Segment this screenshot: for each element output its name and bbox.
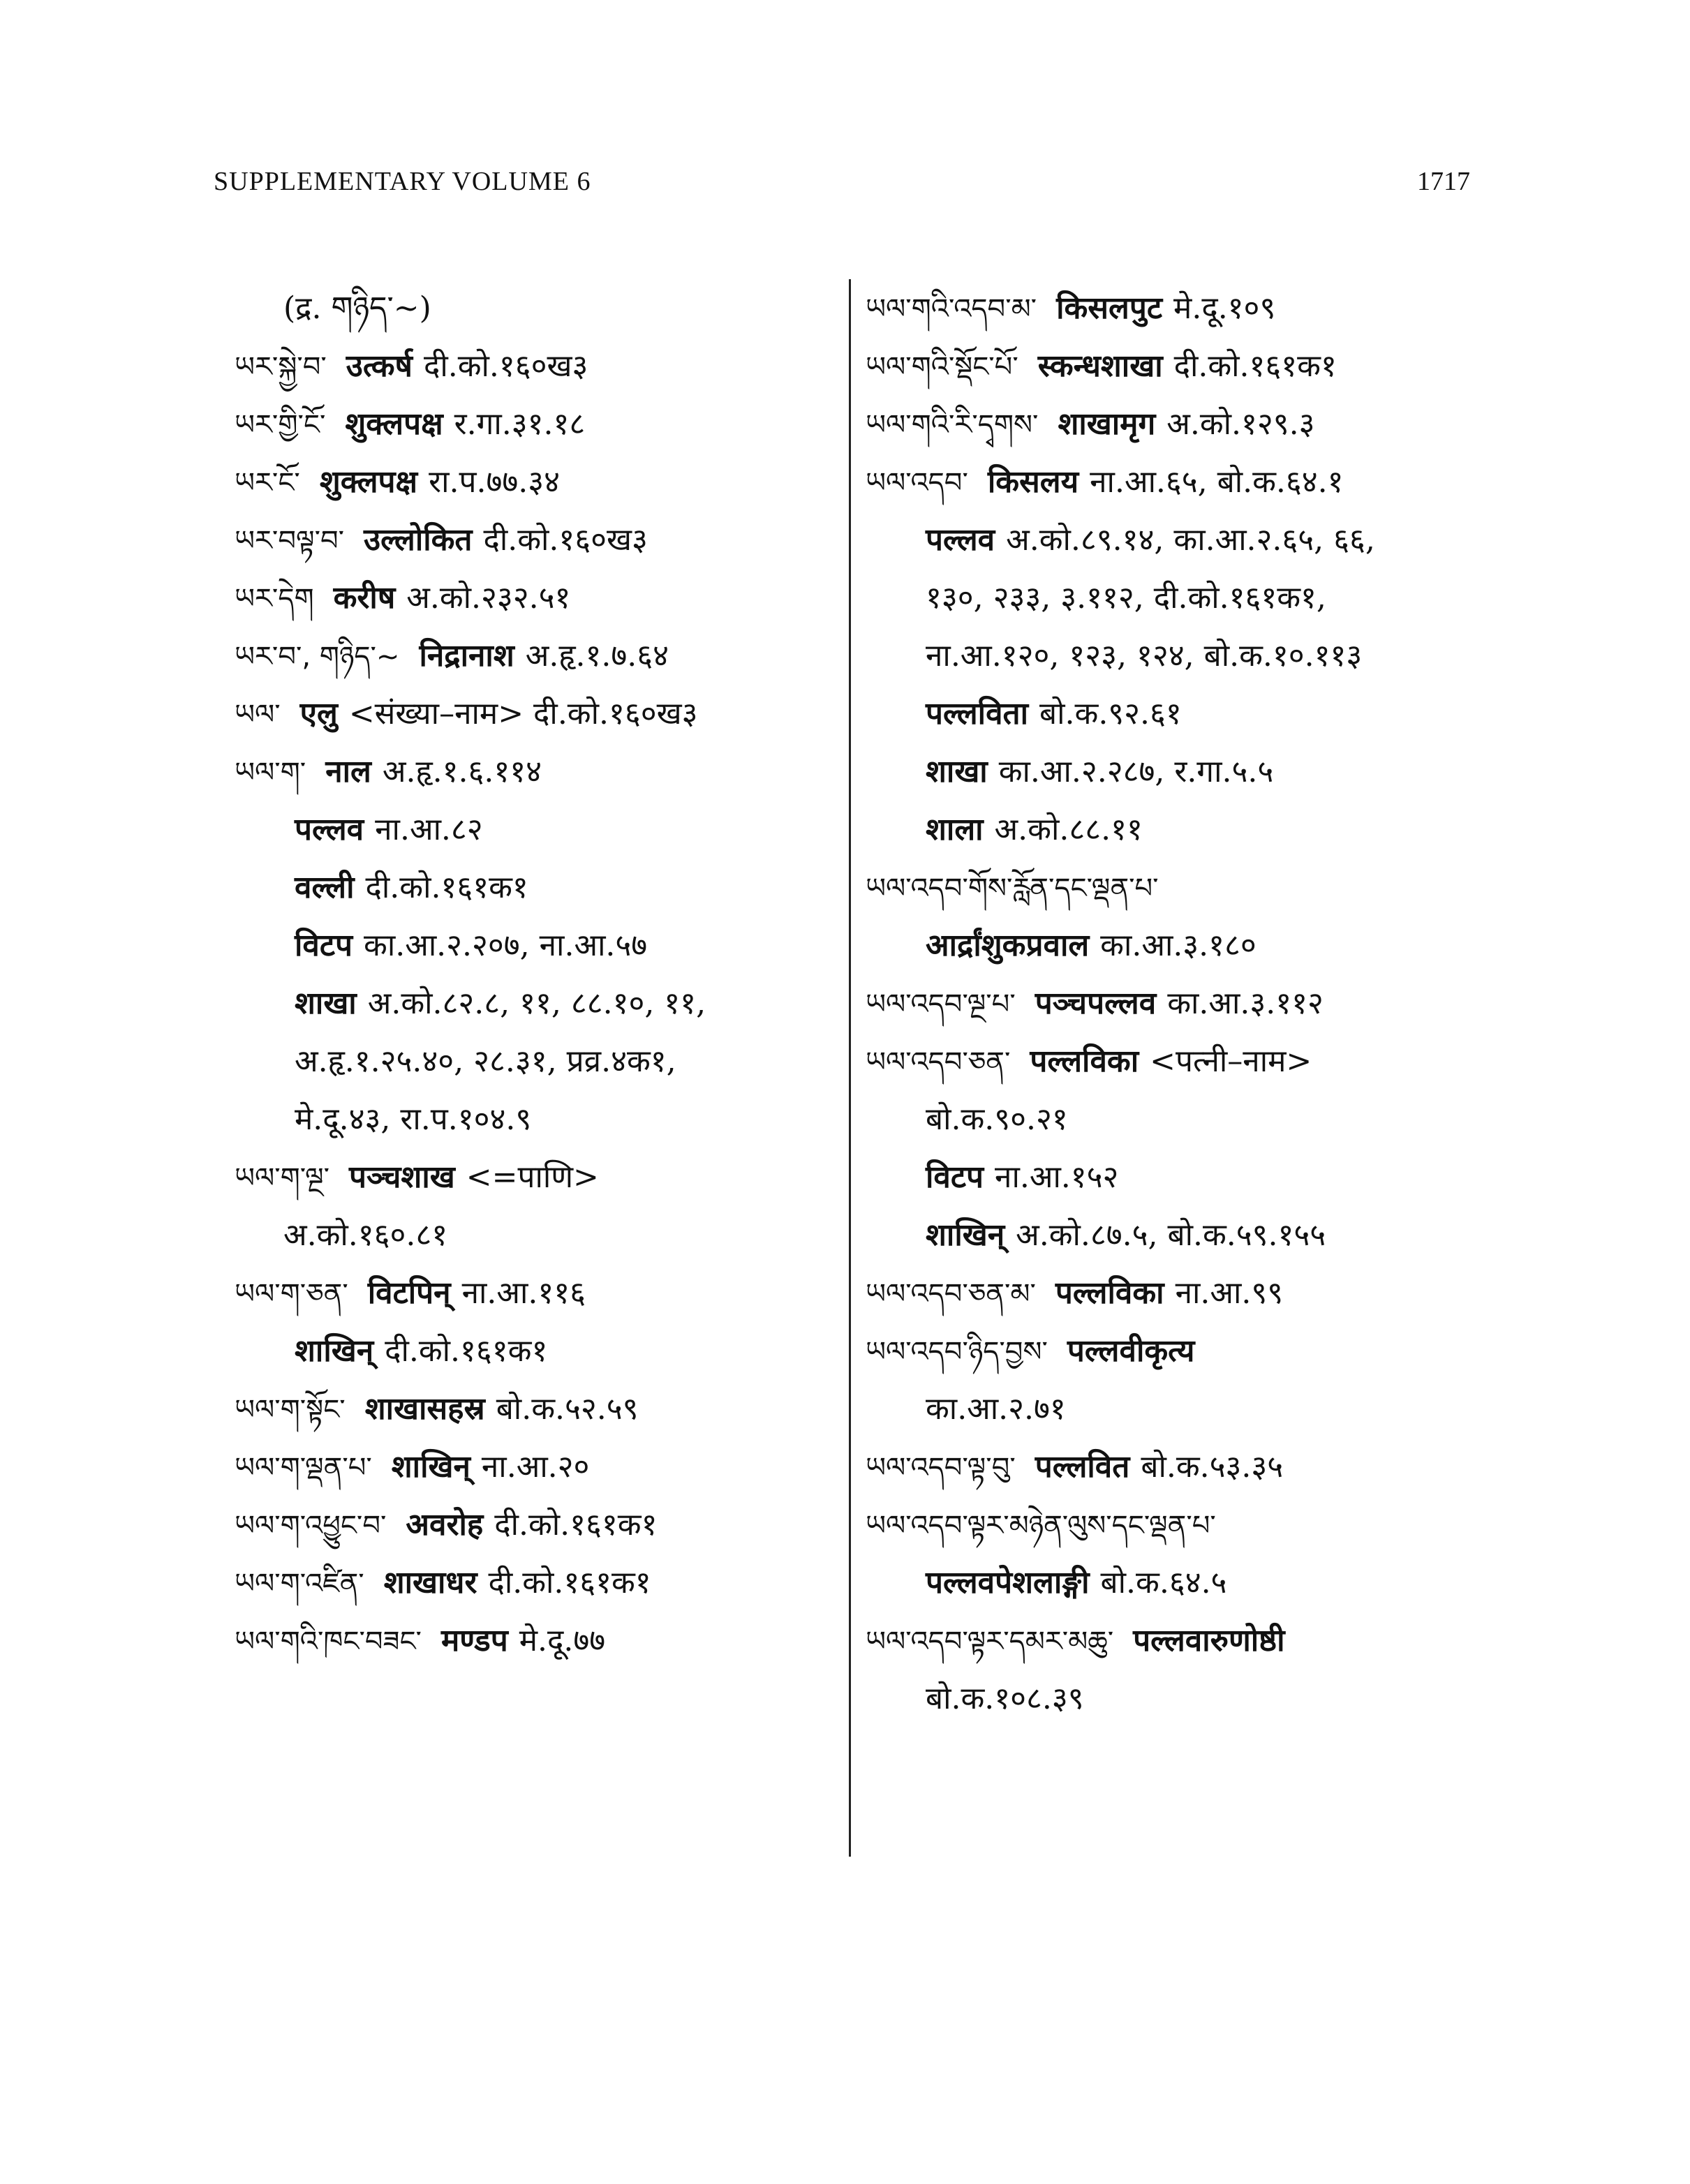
dictionary-entry (866, 1438, 1480, 1496)
page-header (214, 166, 1470, 215)
tibetan-headword: ཡལ་ག་ལྡན་པ་ (235, 1452, 372, 1484)
sanskrit-equivalent: एलु (299, 696, 338, 731)
source-reference: ना.आ.६५, बो.क.६४.१ (1090, 464, 1344, 500)
sanskrit-equivalent: किसलपुट (1056, 290, 1163, 326)
dictionary-entry (866, 974, 1480, 1032)
dictionary-entry (235, 743, 835, 801)
sanskrit-equivalent: विटपिन् (367, 1275, 451, 1311)
tibetan-headword: ཡལ་འདབ་ལྔ་པ་ (866, 988, 1016, 1020)
dictionary-entry (235, 1612, 835, 1670)
tibetan-headword: ཡལ་གའི་ཁང་བཟང་ (235, 1626, 422, 1658)
tibetan-headword: ཡལ་འདབ་ (866, 467, 968, 499)
source-reference: ना.आ.११६ (461, 1275, 586, 1311)
sanskrit-equivalent: नाल (325, 754, 371, 789)
sanskrit-equivalent: विटप (926, 1159, 984, 1195)
tibetan-headword: ཡལ་འདབ་ལྟ་བུ་ (866, 1452, 1016, 1484)
tibetan-headword: ཡར་བལྟ་བ་ (235, 525, 345, 557)
tibetan-headword: ཡལ་ག་ཅན་ (235, 1278, 348, 1310)
source-reference: मे.दू.१०९ (1173, 290, 1276, 326)
sanskrit-equivalent: विटप (295, 928, 353, 963)
sanskrit-equivalent: शाखिन् (391, 1449, 470, 1485)
sanskrit-equivalent: निद्रानाश (419, 638, 514, 674)
source-reference: दी.को.१६०ख३ (423, 348, 588, 384)
sanskrit-equivalent: करीष (333, 580, 396, 616)
tibetan-headword: ཡར་དེག (235, 583, 314, 615)
sanskrit-equivalent: पल्लव (295, 812, 364, 847)
tibetan-headword: ཡལ་འདབ་ཅན་མ་ (866, 1278, 1036, 1310)
source-reference: मे.दू.४३, रा.प.१०४.९ (295, 1101, 532, 1137)
sanskrit-equivalent: शाखिन् (295, 1333, 374, 1369)
source-reference: रा.प.७७.३४ (429, 464, 560, 500)
sub-entry (235, 801, 835, 859)
sub-entry (866, 801, 1480, 859)
sanskrit-equivalent: उत्कर्ष (346, 348, 413, 384)
sanskrit-equivalent: शाखा (295, 986, 357, 1021)
source-reference: मे.दू.७७ (519, 1623, 606, 1658)
column-divider (849, 279, 851, 1857)
tibetan-headword: ཡལ་ག་སྟོང་ (235, 1394, 346, 1426)
dictionary-entry (235, 511, 835, 569)
tibetan-headword: ཡལ་ག་འཛིན་ (235, 1568, 364, 1600)
dictionary-entry (235, 1496, 835, 1554)
source-reference: का.आ.२.७१ (926, 1391, 1066, 1427)
tibetan-headword: ཡར་སྐྱེ་བ་ (235, 351, 327, 383)
cross-reference-note (235, 279, 835, 337)
dictionary-entry (866, 395, 1480, 453)
sanskrit-equivalent: शाखा (926, 754, 988, 789)
tibetan-headword: ཡལ་ག་འཕྱུང་བ་ (235, 1510, 387, 1542)
left-column (235, 279, 835, 1670)
reference-continuation (866, 569, 1480, 627)
dictionary-entry (866, 337, 1480, 395)
sanskrit-equivalent: शाखिन् (926, 1217, 1005, 1253)
tibetan-headword: ཡལ་གའི་འདབ་མ་ (866, 293, 1037, 325)
tibetan-headword: ཡར་གྱི་ངོ་ (235, 409, 326, 441)
source-reference: अ.को.८७.५, बो.क.५९.१५५ (1016, 1217, 1326, 1253)
sanskrit-equivalent: पल्लवित (1035, 1449, 1130, 1485)
sanskrit-equivalent: शाखामृग (1058, 406, 1156, 442)
tibetan-headword: ཡལ་འདབ་ལྟར་དམར་མཆུ་ (866, 1626, 1114, 1658)
source-reference: बो.क.५२.५९ (496, 1391, 639, 1427)
right-column (866, 279, 1480, 1728)
note-text: (द्र. གཉིད་~) (283, 290, 431, 326)
tibetan-headword: ཡར་བ་, གཉིད་~ (235, 641, 400, 673)
tibetan-headword: ཡལ་འདབ་ལྟར་མཉེན་ལུས་དང་ལྡན་པ་ (866, 1510, 1216, 1542)
source-reference: अ.हृ.१.७.६४ (525, 638, 669, 674)
dictionary-entry (866, 279, 1480, 337)
source-reference: ना.आ.२० (481, 1449, 590, 1485)
source-reference: र.गा.३१.१८ (454, 406, 586, 442)
sub-entry (866, 1206, 1480, 1264)
source-reference: दी.को.१६०ख३ (483, 522, 648, 558)
source-reference: बो.क.९०.२१ (926, 1101, 1068, 1137)
reference-continuation (235, 1032, 835, 1090)
reference-continuation (866, 627, 1480, 685)
sanskrit-equivalent: किसलय (987, 464, 1079, 500)
dictionary-entry (235, 685, 835, 743)
source-reference: का.आ.२.२०७, ना.आ.५७ (364, 928, 648, 963)
tibetan-headword: ཡལ་ག་ (235, 757, 306, 789)
tibetan-headword: ཡལ་འདབ་ཅན་ (866, 1046, 1011, 1078)
sub-entry (866, 511, 1480, 569)
dictionary-entry (235, 1264, 835, 1322)
source-reference: ना.आ.८२ (375, 812, 483, 847)
sanskrit-equivalent: स्कन्धशाखा (1037, 348, 1163, 384)
sanskrit-equivalent: उल्लोकित (364, 522, 473, 558)
dictionary-entry (866, 453, 1480, 511)
sub-entry (866, 1554, 1480, 1612)
sub-entry (235, 859, 835, 916)
sub-entry (235, 1322, 835, 1380)
source-reference: दी.को.१६१क१ (385, 1333, 548, 1369)
source-reference: दी.को.१६१क१ (365, 870, 528, 905)
source-reference: का.आ.३.११२ (1167, 986, 1324, 1021)
source-reference: का.आ.३.१८० (1100, 928, 1257, 963)
source-reference: १३०, २३३, ३.११२, दी.को.१६१क१, (926, 580, 1326, 616)
sanskrit-equivalent: आर्द्रांशुकप्रवाल (926, 928, 1090, 963)
sanskrit-equivalent: शाला (926, 812, 984, 847)
dictionary-entry (235, 1380, 835, 1438)
dictionary-entry (866, 1032, 1480, 1090)
source-reference: ना.आ.१२०, १२३, १२४, बो.क.१०.११३ (926, 638, 1363, 674)
dictionary-entry (866, 1264, 1480, 1322)
dictionary-entry (866, 1612, 1480, 1670)
source-reference: अ.को.८९.१४, का.आ.२.६५, ६६, (1006, 522, 1375, 558)
sub-entry (866, 685, 1480, 743)
sanskrit-equivalent: शुक्लपक्ष (345, 406, 443, 442)
dictionary-entry (866, 1322, 1480, 1380)
dictionary-entry (235, 1148, 835, 1206)
sanskrit-equivalent: पल्लवपेशलाङ्गी (926, 1565, 1090, 1600)
tibetan-headword: ཡལ་གའི་སྡོང་པོ་ (866, 351, 1018, 383)
dictionary-entry (866, 859, 1480, 916)
sanskrit-equivalent: पल्लविता (926, 696, 1029, 731)
sanskrit-equivalent: वल्ली (295, 870, 355, 905)
tibetan-headword: ཡལ་ག་ལྔ་ (235, 1162, 330, 1194)
source-reference: अ.को.२३२.५१ (406, 580, 571, 616)
source-reference: अ.को.८८.११ (994, 812, 1143, 847)
sanskrit-equivalent: अवरोह (406, 1507, 484, 1543)
source-reference: दी.को.१६१क१ (1173, 348, 1337, 384)
dictionary-entry (235, 1438, 835, 1496)
running-header-title: SUPPLEMENTARY VOLUME 6 (214, 167, 591, 196)
source-reference: अ.हृ.१.६.११४ (382, 754, 542, 789)
dictionary-entry (866, 1496, 1480, 1554)
source-reference: बो.क.९२.६१ (1039, 696, 1182, 731)
source-reference: अ.को.१२९.३ (1166, 406, 1315, 442)
source-reference: ना.आ.९९ (1175, 1275, 1284, 1311)
page-number: 1717 (1417, 167, 1470, 196)
sub-entry (235, 916, 835, 974)
source-reference: का.आ.२.२८७, र.गा.५.५ (998, 754, 1274, 789)
sanskrit-equivalent: पल्लविका (1030, 1043, 1139, 1079)
dictionary-entry (235, 395, 835, 453)
sub-entry (866, 743, 1480, 801)
sanskrit-equivalent: पल्लवारुणोष्ठी (1133, 1623, 1285, 1658)
source-reference: <=पाणि> (466, 1159, 599, 1195)
source-reference: बो.क.१०८.३९ (926, 1681, 1084, 1716)
source-reference: दी.को.१६१क१ (494, 1507, 658, 1543)
sanskrit-equivalent: शुक्लपक्ष (319, 464, 418, 500)
sanskrit-equivalent: पल्लवीकृत्य (1067, 1333, 1195, 1369)
dictionary-entry (235, 337, 835, 395)
sanskrit-equivalent: शाखाधर (383, 1565, 477, 1600)
sanskrit-equivalent: शाखासहस्र (364, 1391, 485, 1427)
sanskrit-equivalent: पल्लव (926, 522, 995, 558)
source-reference: अ.को.८२.८, ११, ८८.१०, ११, (367, 986, 706, 1021)
reference-continuation (866, 1380, 1480, 1438)
dictionary-entry (235, 627, 835, 685)
source-reference: बो.क.५३.३५ (1141, 1449, 1284, 1485)
reference-continuation (866, 1090, 1480, 1148)
sanskrit-equivalent: मण्डप (440, 1623, 508, 1658)
dictionary-entry (235, 453, 835, 511)
tibetan-headword: ཡར་ངོ་ (235, 467, 300, 499)
sub-entry (235, 974, 835, 1032)
dictionary-entry (235, 569, 835, 627)
sub-entry (866, 1148, 1480, 1206)
dictionary-entry (235, 1554, 835, 1612)
tibetan-headword: ཡལ་ (235, 699, 281, 731)
tibetan-headword: ཡལ་འདབ་ཉིད་བྱས་ (866, 1336, 1048, 1368)
sub-entry (866, 916, 1480, 974)
source-reference: <संख्या–नाम> दी.को.१६०ख३ (348, 696, 698, 731)
sanskrit-equivalent: पल्लविका (1055, 1275, 1164, 1311)
tibetan-headword: ཡལ་འདབ་གོས་རློན་དང་ལྡན་པ་ (866, 872, 1159, 905)
source-reference: ना.आ.१५२ (995, 1159, 1119, 1195)
sanskrit-equivalent: पञ्चपल्लव (1035, 986, 1157, 1021)
source-reference: दी.को.१६१क१ (488, 1565, 651, 1600)
reference-continuation (866, 1670, 1480, 1728)
source-reference: अ.को.१६०.८१ (283, 1217, 448, 1253)
source-reference: बो.क.६४.५ (1100, 1565, 1227, 1600)
source-reference: <पत्नी–नाम> (1150, 1043, 1312, 1079)
tibetan-headword: ཡལ་གའི་རི་དྭགས་ (866, 409, 1039, 441)
source-reference: अ.हृ.१.२५.४०, २८.३१, प्रव्र.४क१, (295, 1043, 676, 1079)
sanskrit-equivalent: पञ्चशाख (349, 1159, 455, 1195)
reference-continuation (235, 1090, 835, 1148)
reference-continuation (235, 1206, 835, 1264)
